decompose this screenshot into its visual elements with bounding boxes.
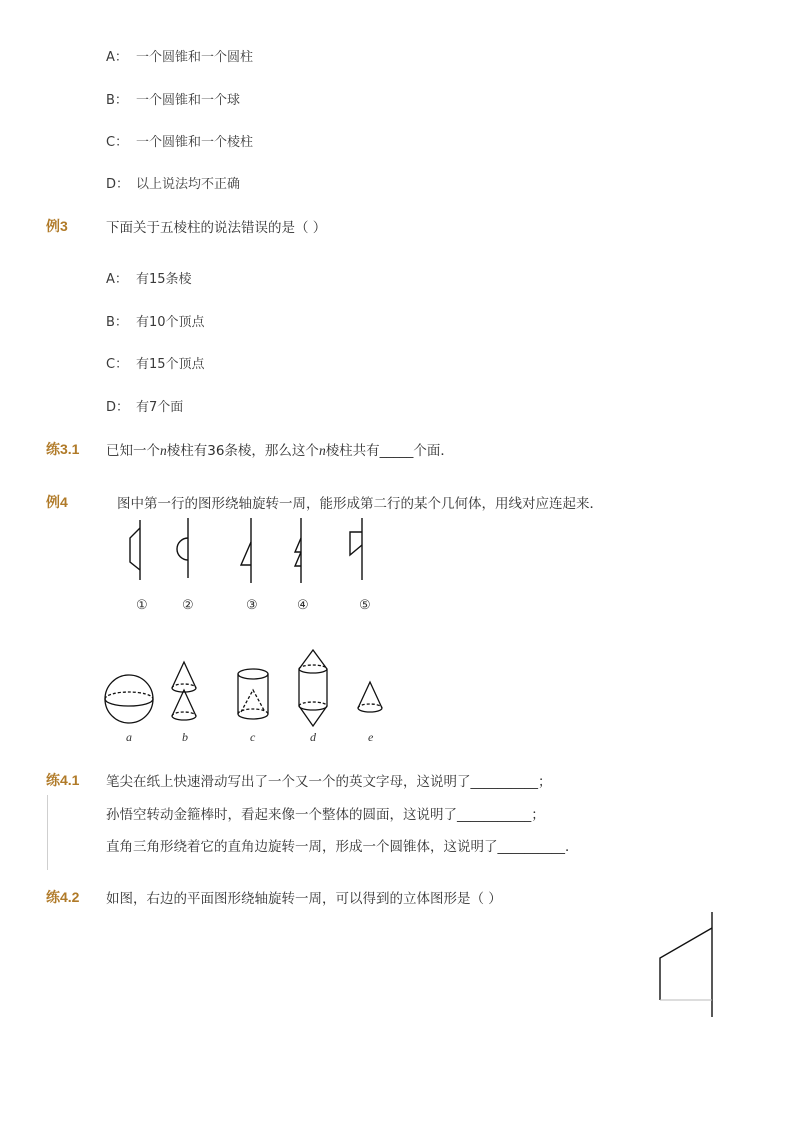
option-text: 有15条棱 [136,272,192,287]
shape-number-2: ② [182,598,194,613]
question-text: 已知一个 [106,443,160,459]
option-letter: C： [106,135,129,150]
option-letter: D： [106,177,130,192]
practice31-label: 练3.1 [46,441,80,457]
practice41-line-1: 笔尖在纸上快速滑动写出了一个又一个的英文字母，这说明了__________； [106,774,552,790]
practice41-line-3: 直角三角形绕着它的直角边旋转一周，形成一个圆锥体，这说明了__________． [106,839,579,855]
solid-letter-c: c [250,730,256,744]
variable-n: n [160,443,167,458]
practice42-question: 如图，右边的平面图形绕轴旋转一周，可以得到的立体图形是（ ） [106,891,502,907]
practice41-label: 练4.1 [46,772,80,788]
option-text: 有15个顶点 [136,357,205,372]
practice42-label: 练4.2 [46,889,80,905]
example3-label: 例3 [46,218,68,234]
option-letter: A： [106,50,128,65]
option-letter: D： [106,400,130,415]
example4-question: 图中第一行的图形绕轴旋转一周，能形成第二行的某个几何体，用线对应连起来． [117,496,603,512]
option-letter: B： [106,93,128,108]
option-text: 以上说法均不正确 [136,177,241,192]
option-letter: A： [106,272,128,287]
solid-letter-a: a [126,730,132,744]
solid-letter-b: b [182,730,188,744]
option-text: 有10个顶点 [136,315,205,330]
option-text: 一个圆锥和一个棱柱 [136,135,254,150]
shape-number-5: ⑤ [359,598,371,613]
question-text: 棱柱共有_____个面． [325,443,454,459]
option-letter: B： [106,315,128,330]
option-text: 一个圆锥和一个圆柱 [136,50,254,65]
solid-letter-d: d [310,730,316,744]
example4-label: 例4 [46,494,68,510]
option-text: 一个圆锥和一个球 [136,93,241,108]
shape-number-1: ① [136,598,148,613]
shape-number-3: ③ [246,598,258,613]
solid-letter-e: e [368,730,374,744]
question-text: 棱柱有36条棱，那么这个 [166,443,319,459]
practice41-line-2: 孙悟空转动金箍棒时，看起来像一个整体的圆面，这说明了___________； [106,807,545,823]
option-letter: C： [106,357,129,372]
example3-question: 下面关于五棱柱的说法错误的是（ ） [106,220,327,236]
variable-n: n [318,443,326,458]
shape-number-4: ④ [297,598,309,613]
option-text: 有7个面 [136,400,184,415]
